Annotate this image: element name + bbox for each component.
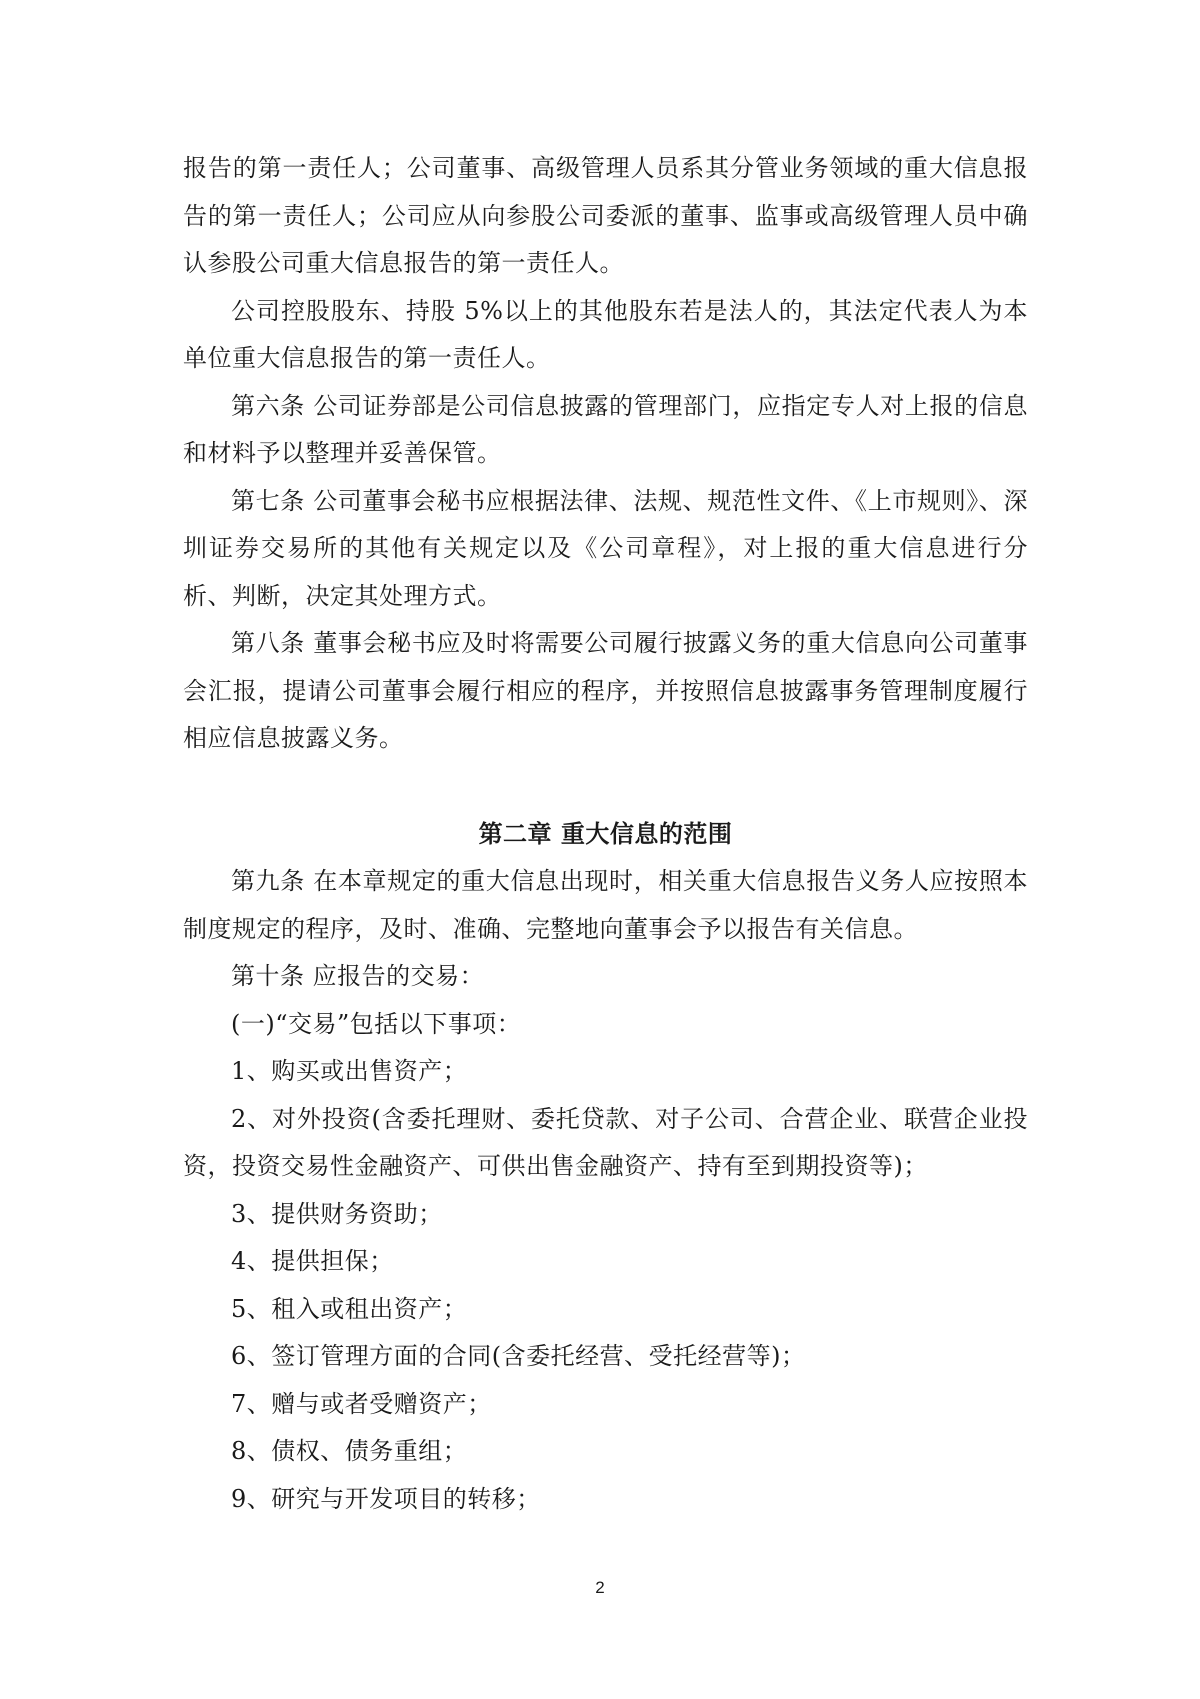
document-body (183, 145, 1028, 1523)
section-gap (183, 763, 1028, 811)
article-10: 第十条 应报告的交易： (231, 962, 485, 990)
list-item: 2、对外投资(含委托理财、委托贷款、对子公司、合营企业、联营企业投资，投资交易性金融资产、可供出售金融资产、持有至到期投资等)； (183, 1104, 1028, 1180)
page-number: 2 (595, 1578, 605, 1597)
clause-transactions: (一)“交易”包括以下事项： (231, 1009, 522, 1038)
list-item: 9、研究与开发项目的转移； (231, 1484, 541, 1513)
list-item: 7、赠与或者受赠资产； (231, 1389, 492, 1418)
list-item: 3、提供财务资助； (231, 1199, 443, 1228)
list-item: 6、签订管理方面的合同(含委托经营、受托经营等)； (231, 1342, 806, 1370)
paragraph-shareholder-responsibility: 公司控股股东、持股 5%以上的其他股东若是法人的，其法定代表人为本单位重大信息报告的第一责任人。 (183, 296, 1028, 372)
list-item: 1、购买或出售资产； (231, 1057, 468, 1085)
article-9: 第九条 在本章规定的重大信息出现时，相关重大信息报告义务人应按照本制度规定的程序，及时、准确、完整地向董事会予以报告有关信息。 (183, 867, 1028, 943)
article-7: 第七条 公司董事会秘书应根据法律、法规、规范性文件、《上市规则》、深圳证券交易所的其他有关规定以及《公司章程》，对上报的重大信息进行分析、判断，决定其处理方式。 (183, 486, 1028, 610)
paragraph-continued: 报告的第一责任人；公司董事、高级管理人员系其分管业务领域的重大信息报告的第一责任人；公司应从向参股公司委派的董事、监事或高级管理人员中确认参股公司重大信息报告的第一责任人。 (183, 154, 1028, 277)
list-item: 4、提供担保； (231, 1247, 394, 1275)
article-8: 第八条 董事会秘书应及时将需要公司履行披露义务的重大信息向公司董事会汇报，提请公司董事会履行相应的程序，并按照信息披露事务管理制度履行相应信息披露义务。 (183, 629, 1028, 752)
list-item: 8、债权、债务重组； (231, 1437, 468, 1465)
article-6: 第六条 公司证券部是公司信息披露的管理部门，应指定专人对上报的信息和材料予以整理并妥善保管。 (183, 391, 1028, 467)
list-item: 5、租入或租出资产； (231, 1294, 468, 1323)
chapter-heading: 第二章 重大信息的范围 (478, 819, 733, 848)
